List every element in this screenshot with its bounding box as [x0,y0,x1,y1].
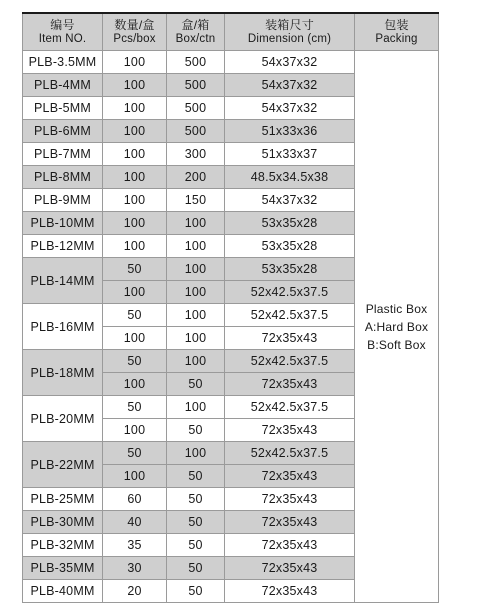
dimension-cell: 54x37x32 [225,74,355,97]
box-per-ctn-cell: 100 [167,327,225,350]
header-packing [355,13,439,51]
pcs-per-box-cell: 60 [103,488,167,511]
dimension-cell: 52x42.5x37.5 [225,281,355,304]
box-per-ctn-cell: 50 [167,511,225,534]
pcs-per-box-cell: 100 [103,419,167,442]
dimension-cell: 72x35x43 [225,488,355,511]
header-dimension [225,13,355,51]
header-dim-zh: 装箱尺寸 [265,18,314,32]
dimension-cell: 72x35x43 [225,580,355,603]
dimension-cell: 52x42.5x37.5 [225,396,355,419]
box-per-ctn-cell: 50 [167,580,225,603]
pcs-per-box-cell: 100 [103,212,167,235]
header-box-zh: 盒/箱 [181,18,210,32]
packing-cell [355,51,439,603]
pcs-per-box-cell: 100 [103,465,167,488]
dimension-cell: 52x42.5x37.5 [225,442,355,465]
pcs-per-box-cell: 20 [103,580,167,603]
dimension-cell: 54x37x32 [225,97,355,120]
item-number-cell: PLB-20MM [23,396,103,442]
pcs-per-box-cell: 50 [103,350,167,373]
box-per-ctn-cell: 50 [167,534,225,557]
dimension-cell: 54x37x32 [225,189,355,212]
pcs-per-box-cell: 100 [103,74,167,97]
box-per-ctn-cell: 50 [167,488,225,511]
dimension-cell: 51x33x36 [225,120,355,143]
box-per-ctn-cell: 150 [167,189,225,212]
pcs-per-box-cell: 100 [103,327,167,350]
dimension-cell: 72x35x43 [225,511,355,534]
item-number-cell: PLB-5MM [23,97,103,120]
packing-text-line2: A:Hard Box [364,319,429,334]
box-per-ctn-cell: 100 [167,212,225,235]
box-per-ctn-cell: 100 [167,258,225,281]
dimension-cell: 72x35x43 [225,327,355,350]
pcs-per-box-cell: 50 [103,442,167,465]
pcs-per-box-cell: 100 [103,281,167,304]
table-body [23,51,439,603]
dimension-cell: 48.5x34.5x38 [225,166,355,189]
box-per-ctn-cell: 200 [167,166,225,189]
pcs-per-box-cell: 100 [103,120,167,143]
item-number-cell: PLB-10MM [23,212,103,235]
box-per-ctn-cell: 300 [167,143,225,166]
dimension-cell: 52x42.5x37.5 [225,304,355,327]
pcs-per-box-cell: 100 [103,235,167,258]
dimension-cell: 54x37x32 [225,51,355,74]
header-pcs-en: Pcs/box [113,33,156,45]
packing-text-line1: Plastic Box [365,301,428,316]
header-pack-en: Packing [375,33,418,45]
dimension-cell: 72x35x43 [225,419,355,442]
item-number-cell: PLB-12MM [23,235,103,258]
item-number-cell: PLB-18MM [23,350,103,396]
box-per-ctn-cell: 100 [167,235,225,258]
pcs-per-box-cell: 50 [103,396,167,419]
header-pcs-zh: 数量/盒 [114,18,155,32]
box-per-ctn-cell: 500 [167,97,225,120]
box-per-ctn-cell: 100 [167,396,225,419]
dimension-cell: 72x35x43 [225,534,355,557]
item-number-cell: PLB-30MM [23,511,103,534]
header-row [23,13,439,51]
table-row [23,51,439,74]
item-number-cell: PLB-14MM [23,258,103,304]
header-pcs-box [103,13,167,51]
pcs-per-box-cell: 100 [103,51,167,74]
item-number-cell: PLB-9MM [23,189,103,212]
dimension-cell: 53x35x28 [225,258,355,281]
dimension-cell: 72x35x43 [225,465,355,488]
header-item-no [23,13,103,51]
pcs-per-box-cell: 30 [103,557,167,580]
item-number-cell: PLB-4MM [23,74,103,97]
box-per-ctn-cell: 50 [167,419,225,442]
pcs-per-box-cell: 100 [103,189,167,212]
item-number-cell: PLB-40MM [23,580,103,603]
pcs-per-box-cell: 100 [103,97,167,120]
box-per-ctn-cell: 50 [167,465,225,488]
pcs-per-box-cell: 50 [103,258,167,281]
box-per-ctn-cell: 500 [167,120,225,143]
item-number-cell: PLB-6MM [23,120,103,143]
header-dim-en: Dimension (cm) [247,33,332,45]
item-number-cell: PLB-25MM [23,488,103,511]
item-number-cell: PLB-3.5MM [23,51,103,74]
dimension-cell: 72x35x43 [225,557,355,580]
box-per-ctn-cell: 50 [167,373,225,396]
header-item-zh: 编号 [50,18,75,32]
item-number-cell: PLB-32MM [23,534,103,557]
item-number-cell: PLB-22MM [23,442,103,488]
dimension-cell: 51x33x37 [225,143,355,166]
dimension-cell: 52x42.5x37.5 [225,350,355,373]
box-per-ctn-cell: 500 [167,74,225,97]
pcs-per-box-cell: 50 [103,304,167,327]
dimension-cell: 72x35x43 [225,373,355,396]
dimension-cell: 53x35x28 [225,212,355,235]
dimension-cell: 53x35x28 [225,235,355,258]
item-number-cell: PLB-7MM [23,143,103,166]
pcs-per-box-cell: 100 [103,143,167,166]
pcs-per-box-cell: 35 [103,534,167,557]
header-item-en: Item NO. [38,33,87,45]
header-box-ctn [167,13,225,51]
box-per-ctn-cell: 100 [167,442,225,465]
header-pack-zh: 包装 [384,18,409,32]
box-per-ctn-cell: 100 [167,281,225,304]
box-per-ctn-cell: 100 [167,304,225,327]
packing-text-line3: B:Soft Box [367,337,426,352]
box-per-ctn-cell: 500 [167,51,225,74]
pcs-per-box-cell: 100 [103,373,167,396]
pcs-per-box-cell: 100 [103,166,167,189]
item-number-cell: PLB-16MM [23,304,103,350]
item-number-cell: PLB-8MM [23,166,103,189]
header-box-en: Box/ctn [175,33,216,45]
box-per-ctn-cell: 50 [167,557,225,580]
packing-spec-table [22,12,439,603]
box-per-ctn-cell: 100 [167,350,225,373]
pcs-per-box-cell: 40 [103,511,167,534]
item-number-cell: PLB-35MM [23,557,103,580]
